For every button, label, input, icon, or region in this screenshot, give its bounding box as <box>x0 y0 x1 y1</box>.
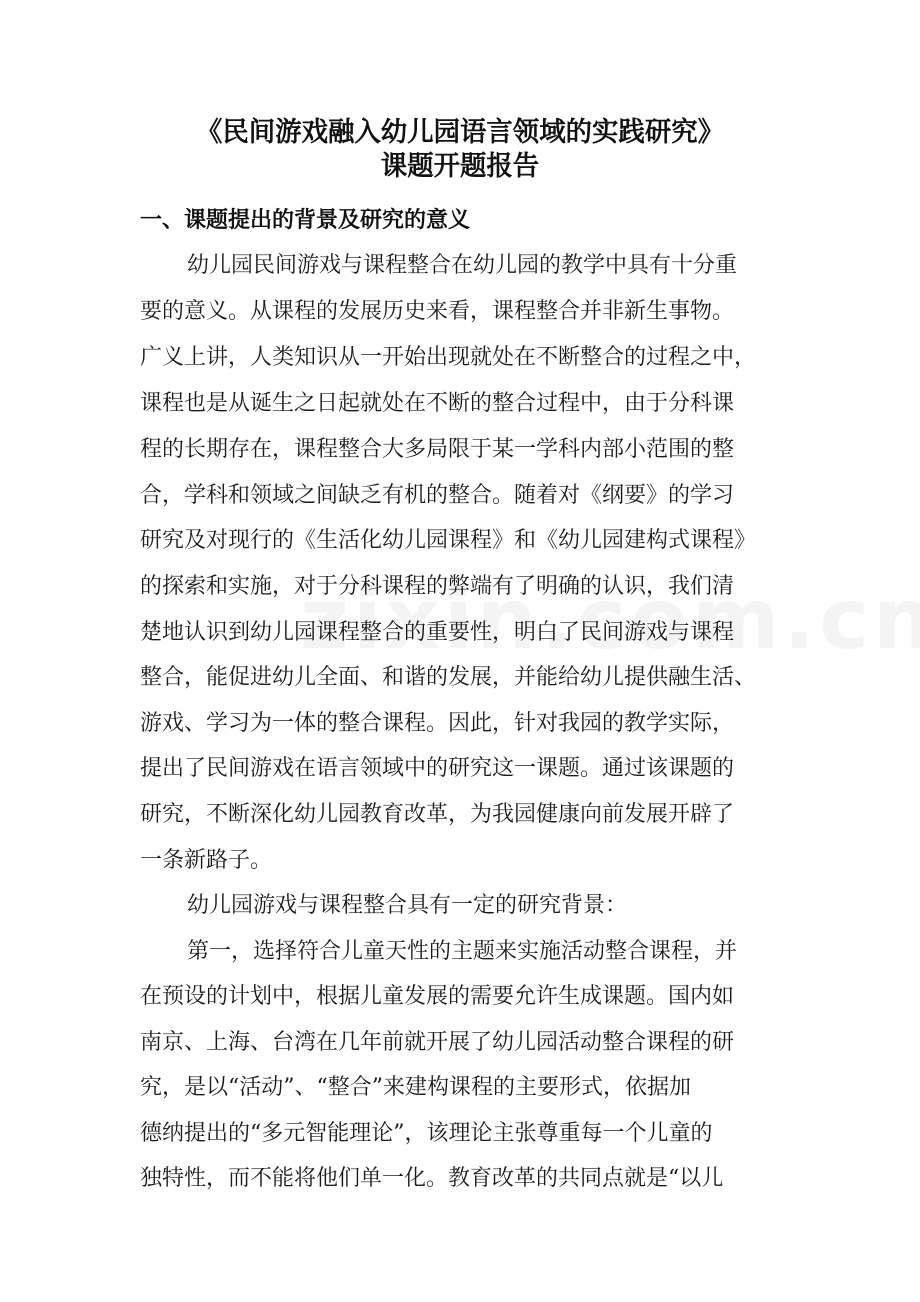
paragraph-line: 一条新路子。 <box>140 848 273 873</box>
paragraph-line: 的探索和实施，对于分科课程的弊端有了明确的认识，我们清 <box>140 574 735 599</box>
paragraph-line: 游戏、学习为一体的整合课程。因此，针对我园的教学实际， <box>140 711 735 736</box>
paragraph-line: 楚地认识到幼儿园课程整合的重要性，明白了民间游戏与课程 <box>140 620 735 645</box>
paragraph-line: 研究，不断深化幼儿园教育改革，为我园健康向前发展开辟了 <box>140 802 735 827</box>
section-heading: 一、课题提出的背景及研究的意义 <box>140 208 471 233</box>
paragraph-line: 程的长期存在，课程整合大多局限于某一学科内部小范围的整 <box>140 437 735 462</box>
paragraph-line: 独特性，而不能将他们单一化。教育改革的共同点就是“以儿 <box>140 1166 724 1191</box>
paragraph-line: 整合，能促进幼儿全面、和谐的发展，并能给幼儿提供融生活、 <box>140 665 757 690</box>
paragraph-line: 要的意义。从课程的发展历史来看，课程整合并非新生事物。 <box>140 299 735 324</box>
document-title: 《民间游戏融入幼儿园语言领域的实践研究》 <box>195 117 725 148</box>
paragraph-line: 德纳提出的“多元智能理论”，该理论主张尊重每一个儿童的 <box>140 1121 713 1146</box>
paragraph-line: 南京、上海、台湾在几年前就开展了幼儿园活动整合课程的研 <box>140 1030 735 1055</box>
document-subtitle: 课题开题报告 <box>380 151 540 182</box>
paragraph-line: 第一，选择符合儿童天性的主题来实施活动整合课程，并 <box>187 939 738 964</box>
paragraph-line: 广义上讲，人类知识从一开始出现就处在不断整合的过程之中， <box>140 345 757 370</box>
paragraph-line: 在预设的计划中，根据儿童发展的需要允许生成课题。国内如 <box>140 984 735 1009</box>
paragraph-line: 幼儿园游戏与课程整合具有一定的研究背景： <box>187 893 628 918</box>
paragraph-line: 研究及对现行的《生活化幼儿园课程》和《幼儿园建构式课程》 <box>140 528 757 553</box>
paragraph-line: 课程也是从诞生之日起就处在不断的整合过程中，由于分科课 <box>140 391 735 416</box>
paragraph-line: 合，学科和领域之间缺乏有机的整合。随着对《纲要》的学习 <box>140 483 735 508</box>
paragraph-line: 幼儿园民间游戏与课程整合在幼儿园的教学中具有十分重 <box>187 253 738 278</box>
paragraph-line: 究，是以“活动”、“整合”来建构课程的主要形式，依据加 <box>140 1075 691 1100</box>
paragraph-line: 提出了民间游戏在语言领域中的研究这一课题。通过该课题的 <box>140 756 735 781</box>
